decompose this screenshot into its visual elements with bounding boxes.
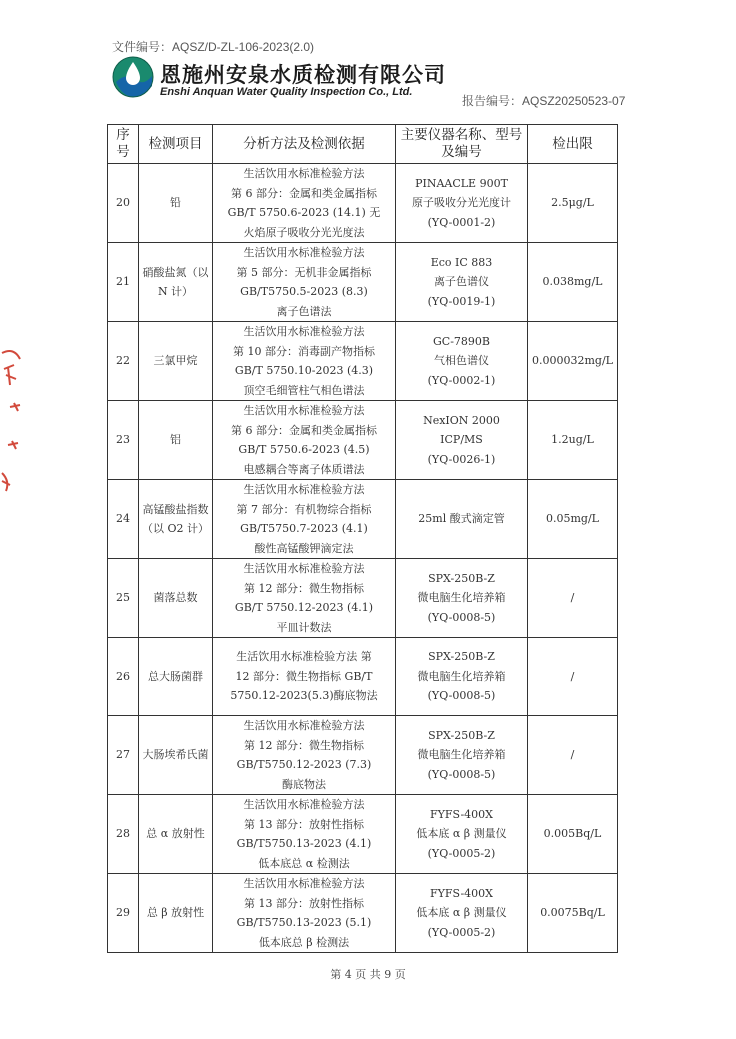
row-number: 23 [108, 401, 139, 480]
table-row [108, 559, 618, 638]
method-line: GB/T5750.13-2023 (5.1) [236, 916, 372, 929]
method-line: 生活饮用水标准检验方法 [243, 798, 365, 811]
instrument-line: Eco IC 883 [430, 255, 493, 269]
page-number: 第 4 页 共 9 页 [330, 968, 406, 981]
instrument-line: (YQ-0002-1) [427, 373, 496, 387]
detection-limit: 0.0075Bq/L [528, 874, 618, 953]
header-limit: 检出限 [528, 125, 618, 164]
instrument-line: ICP/MS [440, 433, 483, 447]
instrument [396, 243, 528, 322]
instrument-line: FYFS-400X [429, 807, 493, 821]
method-line: GB/T5750.13-2023 (4.1) [236, 837, 372, 850]
method-line: GB/T5750.7-2023 (4.1) [240, 522, 368, 535]
instrument-line: SPX-250B-Z [428, 728, 495, 742]
method-line: 5750.12-2023(5.3)酶底物法 [230, 689, 378, 703]
method-line: GB/T5750.5-2023 (8.3) [240, 285, 368, 298]
method-line: 第 6 部分：金属和类金属指标 [231, 423, 377, 437]
detection-limit: / [528, 559, 618, 638]
analysis-method [213, 243, 396, 322]
method-line: 生活饮用水标准检验方法 [243, 246, 365, 259]
instrument [396, 638, 528, 716]
analysis-method [213, 322, 396, 401]
instrument-line: 25ml 酸式滴定管 [418, 512, 505, 526]
table-row [108, 401, 618, 480]
instrument-line: 低本底 α β 测量仪 [416, 906, 507, 920]
row-number: 24 [108, 480, 139, 559]
table-row [108, 243, 618, 322]
instrument-line: 离子色谱仪 [434, 275, 489, 289]
table-header-row [108, 125, 618, 164]
instrument-line: SPX-250B-Z [428, 571, 495, 585]
instrument-line: 原子吸收分光光度计 [412, 196, 511, 210]
instrument-line: (YQ-0008-5) [427, 610, 496, 624]
instrument-line: PINAACLE 900T [415, 176, 508, 190]
detection-limit: / [528, 716, 618, 795]
method-line: 酸性高锰酸钾滴定法 [254, 541, 354, 555]
row-number: 20 [108, 164, 139, 243]
instrument [396, 874, 528, 953]
header-method: 分析方法及检测依据 [213, 125, 396, 164]
method-line: 生活饮用水标准检验方法 [243, 719, 365, 732]
instrument-line: 气相色谱仪 [434, 354, 489, 368]
instrument-line: (YQ-0008-5) [427, 689, 496, 703]
method-line: 第 13 部分：放射性指标 [244, 817, 364, 831]
test-item: 高锰酸盐指数（以 O2 计） [139, 480, 213, 559]
method-line: 离子色谱法 [276, 304, 332, 318]
test-item: 铅 [139, 164, 213, 243]
analysis-method [213, 401, 396, 480]
instrument [396, 401, 528, 480]
method-line: GB/T 5750.12-2023 (4.1) [234, 601, 374, 614]
method-line: 12 部分：微生物指标 GB/T [235, 669, 373, 683]
method-line: 第 12 部分：微生物指标 [244, 738, 364, 752]
instrument-line: 微电脑生化培养箱 [417, 591, 506, 605]
company-name-cn: 恩施州安泉水质检测有限公司 [160, 63, 446, 87]
analysis-method [213, 716, 396, 795]
header-item: 检测项目 [139, 125, 213, 164]
method-line: 火焰原子吸收分光光度法 [243, 225, 365, 239]
table-row [108, 322, 618, 401]
instrument-line: (YQ-0005-2) [427, 846, 496, 860]
method-line: 第 5 部分：无机非金属指标 [236, 265, 372, 279]
analysis-method [213, 480, 396, 559]
test-method-table [107, 124, 618, 953]
instrument-line: 微电脑生化培养箱 [417, 748, 506, 762]
method-line: 第 10 部分：消毒副产物指标 [233, 344, 375, 358]
test-item: 总大肠菌群 [139, 638, 213, 716]
table-row [108, 480, 618, 559]
test-item: 总 β 放射性 [139, 874, 213, 953]
test-item: 总 α 放射性 [139, 795, 213, 874]
method-line: 酶底物法 [282, 777, 326, 791]
instrument [396, 322, 528, 401]
analysis-method [213, 164, 396, 243]
row-number: 21 [108, 243, 139, 322]
water-drop-globe-logo [112, 56, 154, 98]
analysis-method [213, 638, 396, 716]
table-row [108, 164, 618, 243]
table-row [108, 638, 618, 716]
detection-limit: 0.05mg/L [528, 480, 618, 559]
method-line: 低本底总 α 检测法 [258, 856, 350, 870]
instrument-line: NexION 2000 [423, 413, 500, 427]
method-line: 生活饮用水标准检验方法 [243, 877, 365, 890]
row-number: 26 [108, 638, 139, 716]
detection-limit: 0.005Bq/L [528, 795, 618, 874]
detection-limit: 0.000032mg/L [528, 322, 618, 401]
instrument [396, 480, 528, 559]
test-item: 菌落总数 [139, 559, 213, 638]
instrument-line: GC-7890B [433, 334, 490, 348]
row-number: 27 [108, 716, 139, 795]
method-line: 生活饮用水标准检验方法 第 [236, 650, 372, 664]
table-row [108, 874, 618, 953]
instrument-line: (YQ-0001-2) [427, 215, 496, 229]
method-line: 平皿计数法 [276, 620, 332, 634]
method-line: 生活饮用水标准检验方法 [243, 325, 365, 338]
analysis-method [213, 559, 396, 638]
method-line: 生活饮用水标准检验方法 [243, 404, 365, 417]
detection-limit: 1.2ug/L [528, 401, 618, 480]
analysis-method [213, 795, 396, 874]
row-number: 25 [108, 559, 139, 638]
method-line: GB/T5750.12-2023 (7.3) [236, 758, 372, 771]
instrument [396, 559, 528, 638]
row-number: 29 [108, 874, 139, 953]
file-number: 文件编号：AQSZ/D-ZL-106-2023(2.0) [112, 40, 315, 54]
detection-limit: 2.5μg/L [528, 164, 618, 243]
method-line: 第 7 部分：有机物综合指标 [236, 502, 372, 516]
method-line: 低本底总 β 检测法 [258, 935, 350, 949]
method-line: 生活饮用水标准检验方法 [243, 562, 365, 575]
test-item: 大肠埃希氏菌 [139, 716, 213, 795]
instrument [396, 164, 528, 243]
instrument-line: SPX-250B-Z [428, 650, 495, 664]
detection-limit: 0.038mg/L [528, 243, 618, 322]
method-line: GB/T 5750.6-2023 (4.5) [238, 443, 370, 456]
red-seal-stamp [0, 345, 24, 495]
row-number: 22 [108, 322, 139, 401]
test-item: 三氯甲烷 [139, 322, 213, 401]
table-row [108, 716, 618, 795]
header-no: 序号 [108, 125, 139, 164]
table-row [108, 795, 618, 874]
company-name-en: Enshi Anquan Water Quality Inspection Co., Ltd. [160, 86, 413, 98]
method-line: 第 13 部分：放射性指标 [244, 896, 364, 910]
method-line: 生活饮用水标准检验方法 [243, 167, 365, 180]
instrument-line: FYFS-400X [429, 886, 493, 900]
method-line: 生活饮用水标准检验方法 [243, 483, 365, 496]
detection-limit: / [528, 638, 618, 716]
method-line: 电感耦合等离子体质谱法 [243, 462, 365, 476]
instrument-line: 低本底 α β 测量仪 [416, 827, 507, 841]
method-line: 第 6 部分：金属和类金属指标 [231, 186, 377, 200]
row-number: 28 [108, 795, 139, 874]
report-number: 报告编号：AQSZ20250523-07 [462, 94, 626, 108]
method-line: GB/T 5750.6-2023 (14.1) 无 [227, 206, 381, 219]
instrument-line: (YQ-0019-1) [427, 294, 496, 308]
analysis-method [213, 874, 396, 953]
method-line: 第 12 部分：微生物指标 [244, 581, 364, 595]
test-item: 铝 [139, 401, 213, 480]
instrument [396, 716, 528, 795]
test-item: 硝酸盐氮（以 N 计） [139, 243, 213, 322]
method-line: GB/T 5750.10-2023 (4.3) [234, 364, 374, 377]
header-instrument: 主要仪器名称、型号及编号 [396, 125, 528, 164]
instrument [396, 795, 528, 874]
instrument-line: 微电脑生化培养箱 [417, 669, 506, 683]
method-line: 顶空毛细管柱气相色谱法 [243, 383, 365, 397]
instrument-line: (YQ-0008-5) [427, 767, 496, 781]
instrument-line: (YQ-0005-2) [427, 925, 496, 939]
instrument-line: (YQ-0026-1) [427, 452, 496, 466]
